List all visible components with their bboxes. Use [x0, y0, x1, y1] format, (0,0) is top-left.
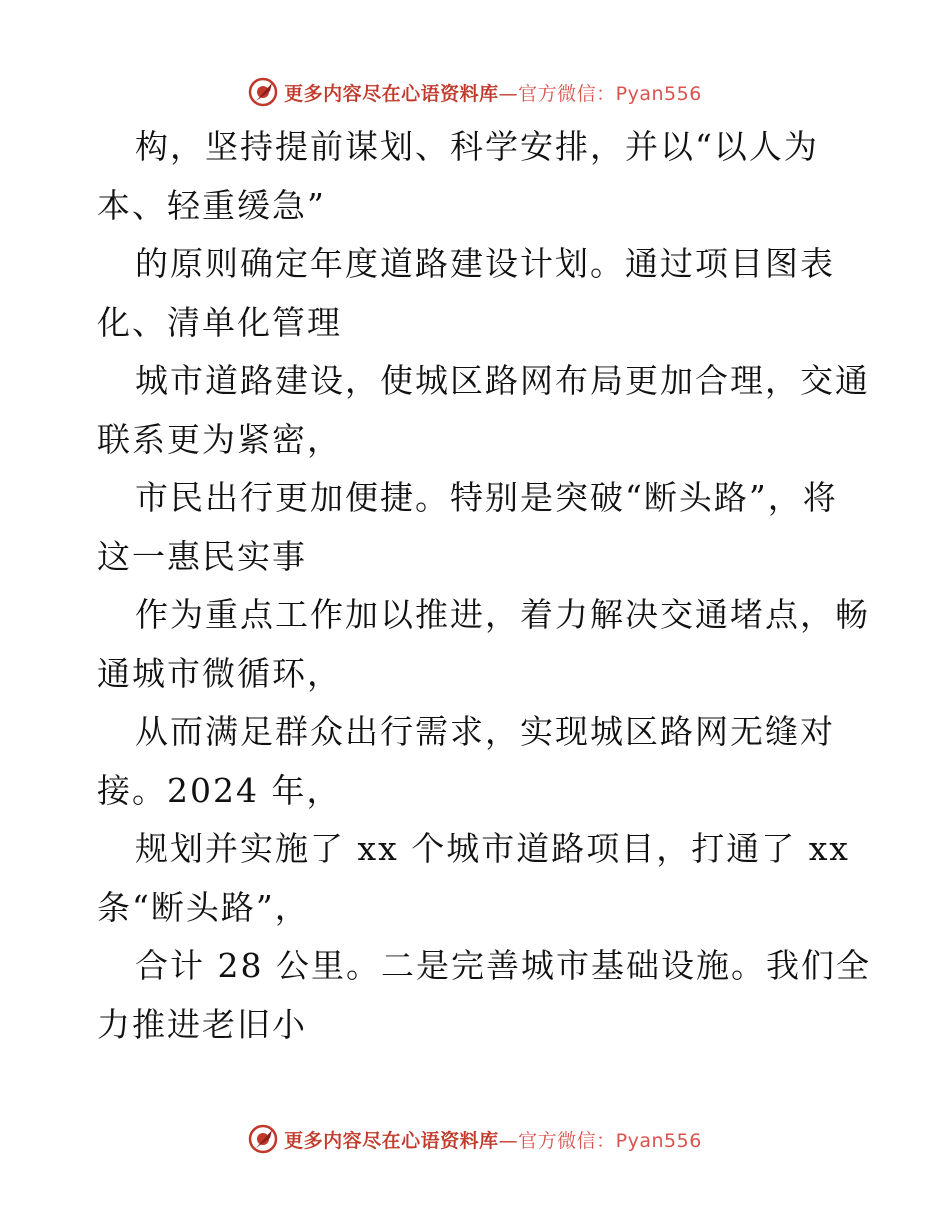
- text-line: 从而满足群众出行需求，实现城区路网无缝对: [135, 712, 835, 751]
- text-line: 接。2024 年，: [97, 770, 342, 810]
- text-line: 合计 28 公里。二是完善城市基础设施。我们全: [135, 946, 871, 985]
- text-line: 市民出行更加便捷。特别是突破“断头路”，将: [135, 478, 838, 517]
- watermark-text: [284, 79, 702, 106]
- text-line: 这一惠民实事: [97, 536, 307, 576]
- document-body: [97, 118, 871, 1054]
- watermark-wechat: 官方微信：Pyan556: [518, 1129, 702, 1152]
- quill-logo-icon: [248, 1124, 278, 1154]
- footer-watermark: [0, 1119, 950, 1159]
- text-line: 力推进老旧小: [97, 1004, 307, 1044]
- watermark-brand: 更多内容尽在心语资料库: [284, 82, 499, 105]
- watermark-separator: —: [498, 82, 519, 105]
- text-line: 作为重点工作加以推进，着力解决交通堵点，畅: [135, 595, 870, 634]
- watermark-text: [284, 1126, 702, 1153]
- watermark-brand: 更多内容尽在心语资料库: [284, 1129, 499, 1152]
- text-line: 规划并实施了 xx 个城市道路项目，打通了 xx: [135, 829, 850, 868]
- text-line: 联系更为紧密，: [97, 419, 342, 459]
- text-line: 条“断头路”，: [97, 887, 310, 927]
- text-line: 本、轻重缓急”: [97, 185, 326, 225]
- text-line: 城市道路建设，使城区路网布局更加合理，交通: [135, 361, 870, 400]
- text-line: 通城市微循环，: [97, 653, 342, 693]
- watermark-wechat: 官方微信：Pyan556: [518, 82, 702, 105]
- watermark-separator: —: [498, 1129, 519, 1152]
- text-line: 的原则确定年度道路建设计划。通过项目图表: [135, 244, 835, 283]
- text-line: 构，坚持提前谋划、科学安排，并以“以人为: [135, 127, 819, 166]
- header-watermark: [0, 72, 950, 112]
- quill-logo-icon: [248, 77, 278, 107]
- text-line: 化、清单化管理: [97, 302, 342, 342]
